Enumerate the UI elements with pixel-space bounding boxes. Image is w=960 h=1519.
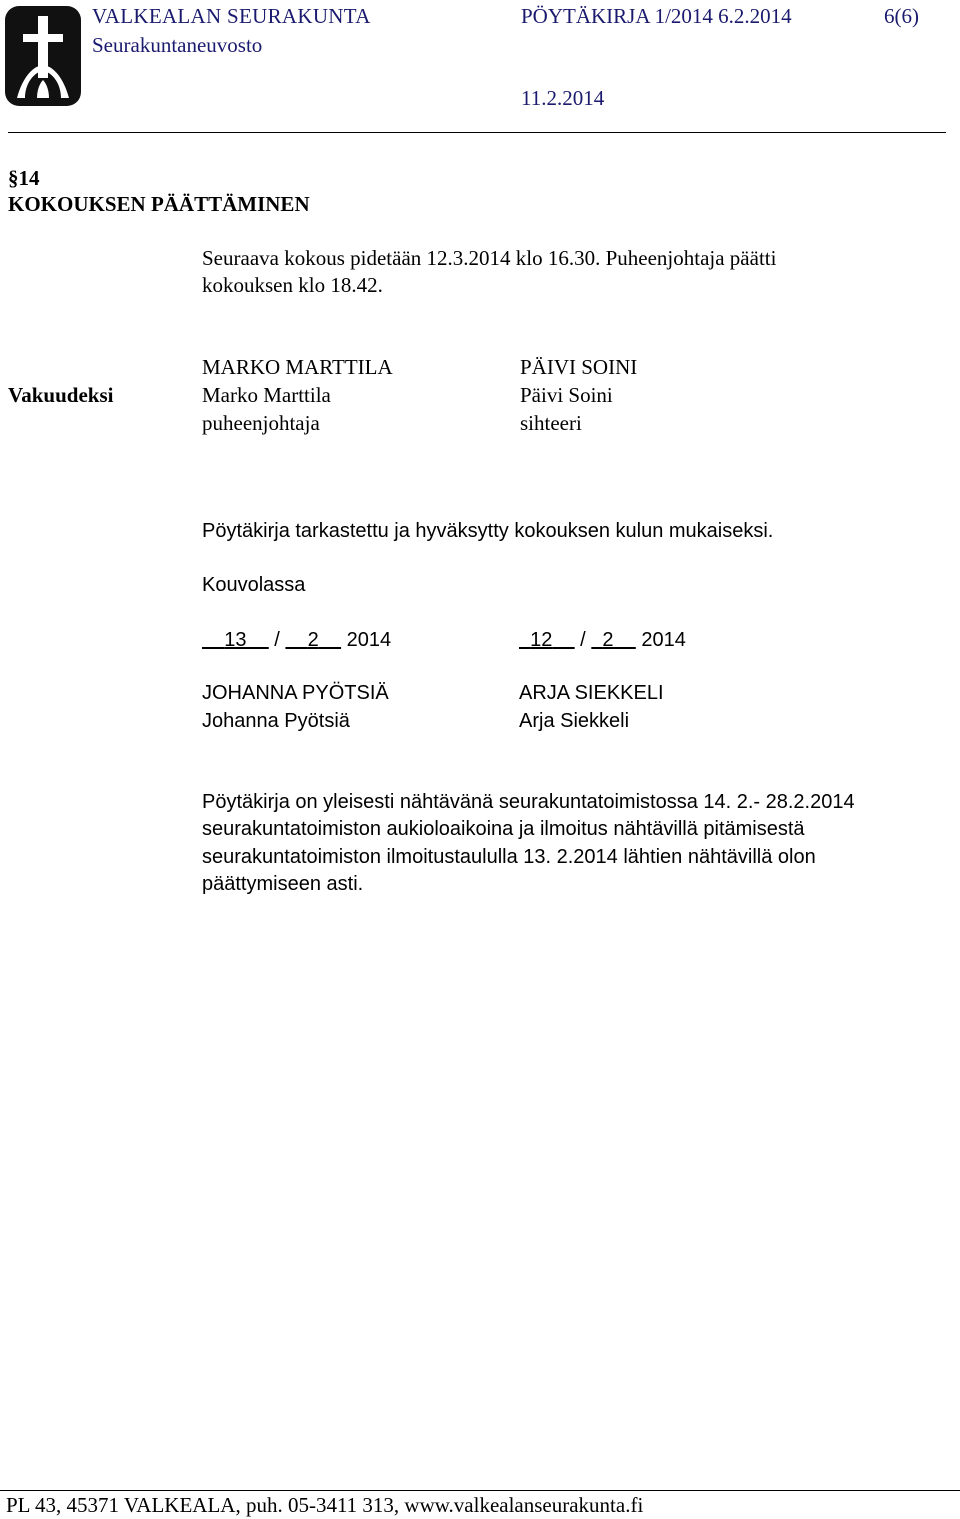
footer-contact: PL 43, 45371 VALKEALA, puh. 05-3411 313, www.valkealanseurakunta.fi <box>6 1493 644 1517</box>
notice-line: päättymiseen asti. <box>202 873 364 895</box>
date2-day: 12 <box>530 629 553 651</box>
date2-day-field <box>519 629 575 651</box>
organization-name: VALKEALAN SEURAKUNTA <box>92 4 371 28</box>
signer2-name: Päivi Soini <box>520 383 613 407</box>
section-title: KOKOUKSEN PÄÄTTÄMINEN <box>8 192 310 216</box>
checker1-name: Johanna Pyötsiä <box>202 710 350 732</box>
notice-line: seurakuntatoimiston ilmoitustaululla 13. 2.2014 lähtien nähtävillä olon <box>202 846 816 868</box>
board-name: Seurakuntaneuvosto <box>92 33 263 57</box>
verification-date-1: 13 / 2 2014 <box>202 629 391 652</box>
checker2-caps: ARJA SIEKKELI <box>519 682 664 704</box>
page-number: 6(6) <box>884 4 919 28</box>
notice-line: Pöytäkirja on yleisesti nähtävänä seurakuntatoimistossa 14. 2.- 28.2.2014 <box>202 791 855 813</box>
section-number-value: 14 <box>18 166 40 190</box>
section-paragraph-line: kokouksen klo 18.42. <box>202 273 383 297</box>
signer2-role: sihteeri <box>520 411 582 435</box>
church-cross-logo-icon <box>5 6 81 106</box>
header-date: 11.2.2014 <box>521 86 605 110</box>
verification-statement: Pöytäkirja tarkastettu ja hyväksytty kokouksen kulun mukaiseksi. <box>202 520 774 542</box>
date2-year: 2014 <box>641 629 686 651</box>
date1-month-field <box>285 629 341 651</box>
verification-place: Kouvolassa <box>202 574 306 596</box>
date2-month: 2 <box>602 629 614 651</box>
document-title: PÖYTÄKIRJA 1/2014 6.2.2014 <box>521 4 792 28</box>
section-number: §14 <box>8 166 40 190</box>
checker1-caps: JOHANNA PYÖTSIÄ <box>202 682 389 704</box>
signer1-role: puheenjohtaja <box>202 411 320 435</box>
checker2-name: Arja Siekkeli <box>519 710 630 732</box>
signer1-name: Marko Marttila <box>202 383 331 407</box>
date2-month-field <box>591 629 636 651</box>
header-divider <box>8 132 946 133</box>
notice-line: seurakuntatoimiston aukioloaikoina ja ilmoitus nähtävillä pitämisestä <box>202 818 805 840</box>
signer1-caps: MARKO MARTTILA <box>202 355 393 379</box>
date1-day: 13 <box>224 629 247 651</box>
date1-day-field <box>202 629 269 651</box>
date1-month: 2 <box>307 629 319 651</box>
footer-divider <box>0 1490 960 1491</box>
verification-date-2: 12 / 2 2014 <box>519 629 686 652</box>
signatures-label: Vakuudeksi <box>8 383 114 407</box>
section-paragraph-line: Seuraava kokous pidetään 12.3.2014 klo 16.30. Puheenjohtaja päätti <box>202 246 777 270</box>
date1-year: 2014 <box>346 629 392 651</box>
signer2-caps: PÄIVI SOINI <box>520 355 638 379</box>
